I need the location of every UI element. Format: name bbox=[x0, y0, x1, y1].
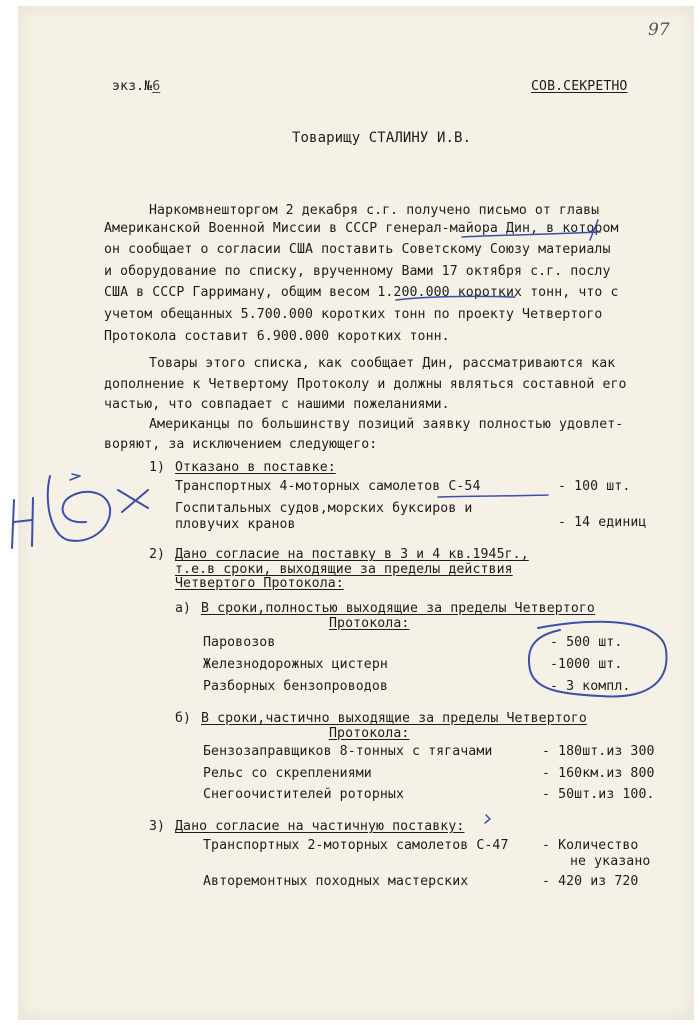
section1-item: Транспортных 4-моторных самолетов С-54 bbox=[175, 479, 481, 494]
subsection-a-item-value: -1000 шт. bbox=[550, 657, 623, 672]
subsection-b-title-line: Протокола: bbox=[329, 726, 410, 741]
para1-line: учетом обещанных 5.700.000 коротких тонн по проекту Четвертого bbox=[104, 307, 603, 322]
subsection-b-item-value: - 160км.из 800 bbox=[542, 766, 655, 781]
copy-label bbox=[112, 78, 160, 95]
section1-item-cont: пловучих кранов bbox=[175, 517, 296, 532]
section3-title: Дано согласие на частичную поставку: bbox=[175, 819, 465, 834]
para1-line: США в СССР Гарриману, общим весом 1.200.000 коротких тонн, что с bbox=[104, 285, 619, 300]
para3-line: Американцы по большинству позиций заявку полностью удовлет- bbox=[149, 417, 624, 432]
subsection-b-item: Снегоочистителей роторных bbox=[203, 787, 404, 802]
para3-line: воряют, за исключением следующего: bbox=[104, 437, 378, 452]
para1-line: Американской Военной Миссии в СССР генерал-майора Дин, в котором bbox=[104, 221, 619, 236]
subsection-b-item: Рельс со скреплениями bbox=[203, 766, 372, 781]
section2-title-line: Дано согласие на поставку в 3 и 4 кв.1945г., bbox=[175, 547, 529, 562]
addressee: Товарищу СТАЛИНУ И.В. bbox=[292, 130, 472, 146]
subsection-a-item-value: - 500 шт. bbox=[550, 635, 623, 650]
para1-line: и оборудование по списку, врученному Вами 17 октября с.г. послу bbox=[104, 264, 611, 279]
para2-line: дополнение к Четвертому Протоколу и должны являться составной его bbox=[104, 377, 627, 392]
section2-number: 2) bbox=[149, 547, 166, 562]
subsection-b-item-value: - 50шт.из 100. bbox=[542, 787, 655, 802]
subsection-a-title-line: В сроки,полностью выходящие за пределы Четвертого bbox=[201, 601, 595, 616]
classification-stamp: СОВ.СЕКРЕТНО bbox=[531, 79, 628, 94]
section3-item-value-cont: не указано bbox=[570, 854, 651, 869]
section1-title: Отказано в поставке: bbox=[175, 460, 336, 475]
subsection-b-item: Бензозаправщиков 8-тонных с тягачами bbox=[203, 744, 493, 759]
section3-number: 3) bbox=[149, 819, 166, 834]
para1-line: он сообщает о согласии США поставить Советскому Союзу материалы bbox=[104, 242, 611, 257]
copy-number: 6 bbox=[152, 79, 161, 94]
section2-title-line: т.е.в сроки, выходящие за пределы действия bbox=[175, 562, 513, 577]
para2-line: частью, что совпадает с нашими пожеланиями. bbox=[104, 397, 450, 412]
subsection-a-item: Разборных бензопроводов bbox=[203, 679, 388, 694]
para1-line: Протокола составит 6.900.000 коротких тонн. bbox=[104, 329, 450, 344]
subsection-a-label: а) bbox=[175, 601, 192, 616]
copy-label-text: экз.№ bbox=[112, 79, 153, 94]
subsection-a-item-value: - 3 компл. bbox=[550, 679, 631, 694]
subsection-b-label: б) bbox=[175, 711, 192, 726]
subsection-b-title-line: В сроки,частично выходящие за пределы Четвертого bbox=[201, 711, 587, 726]
subsection-a-item: Паровозов bbox=[203, 635, 276, 650]
section3-item: Авторемонтных походных мастерских bbox=[203, 874, 469, 889]
section2-title-line: Четвертого Протокола: bbox=[175, 576, 344, 591]
section1-item-value: - 14 единиц bbox=[558, 515, 647, 530]
section1-number: 1) bbox=[149, 460, 166, 475]
section1-item: Госпитальных судов,морских буксиров и bbox=[175, 501, 473, 516]
section3-item-value: - Количество bbox=[542, 838, 639, 853]
page-number: 97 bbox=[648, 20, 670, 40]
para1-line: Наркомвнешторгом 2 декабря с.г. получено письмо от главы bbox=[149, 203, 600, 218]
subsection-b-item-value: - 180шт.из 300 bbox=[542, 744, 655, 759]
para2-line: Товары этого списка, как сообщает Дин, рассматриваются как bbox=[149, 356, 616, 371]
subsection-a-item: Железнодорожных цистерн bbox=[203, 657, 388, 672]
subsection-a-title-line: Протокола: bbox=[329, 616, 410, 631]
section3-item: Транспортных 2-моторных самолетов С-47 bbox=[203, 838, 509, 853]
section3-item-value: - 420 из 720 bbox=[542, 874, 639, 889]
section1-item-value: - 100 шт. bbox=[558, 479, 631, 494]
